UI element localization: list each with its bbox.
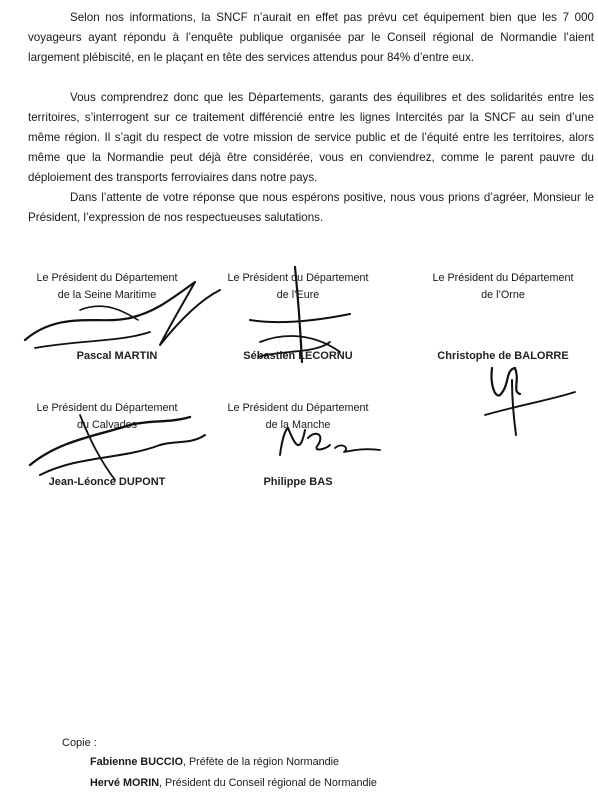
recipient-name: Fabienne BUCCIO — [90, 756, 183, 768]
copie-recipient — [90, 777, 377, 789]
letter-paragraph-1: Selon nos informations, la SNCF n’aurait en effet pas prévu cet équipement bien que les 7 000 voyageurs ayant répondu à l’enquête publique organisée par le Conseil régional de Normandie l’aient largement plébiscité, en le plaçant en tête des services attendus pour 84% d’entre eux. — [28, 11, 594, 64]
signatory-eure — [203, 270, 393, 304]
signatory-title-line2: de la Seine Maritime — [57, 289, 157, 301]
signatory-manche — [203, 400, 393, 434]
signatory-title-line2: de la Manche — [265, 419, 331, 431]
recipient-role: , Préfète de la région Normandie — [182, 756, 340, 768]
signatory-orne — [408, 270, 598, 304]
handwritten-signature — [470, 360, 580, 440]
signatory-title-line1: Le Président du Département — [36, 402, 178, 414]
recipient-name: Hervé MORIN — [90, 777, 159, 789]
copie-label: Copie : — [62, 737, 97, 749]
signatory-name: Jean-Léonce DUPONT — [48, 476, 166, 488]
signatory-name: Pascal MARTIN — [76, 350, 158, 362]
letter-paragraph-2: Vous comprendrez donc que les Départements, garants des équilibres et des solidarités entre les territoires, s’interrogent sur ce traitement différencié entre les lignes Intercités par la SNCF au sein d’une même région. Il s’agit du respect de votre mission de service public et de l’équité entre les territoires, alors même que la Normandie peut déjà être considérée, vous en conviendrez, comme le parent pauvre du déploiement des transports ferroviaires dans notre pays. — [28, 91, 594, 184]
signatory-calvados — [12, 400, 202, 434]
signatory-title-line2: de l’Orne — [481, 289, 525, 301]
signatory-seine-maritime — [12, 270, 202, 304]
signatory-title-line1: Le Président du Département — [227, 272, 369, 284]
signatory-title-line2: du Calvados — [76, 419, 138, 431]
recipient-role: , Président du Conseil régional de Normandie — [159, 777, 377, 789]
copie-recipient — [90, 756, 339, 768]
signatory-name: Sébastien LECORNU — [243, 350, 353, 362]
signatory-title-line1: Le Président du Département — [432, 272, 574, 284]
signatory-name: Christophe de BALORRE — [437, 350, 569, 362]
letter-paragraph-3: Dans l’attente de votre réponse que nous espérons positive, nous vous prions d’agréer, Monsieur le Président, l’expression de nos respectueuses salutations. — [28, 191, 594, 224]
signatory-title-line1: Le Président du Département — [227, 402, 369, 414]
signatory-name: Philippe BAS — [263, 476, 333, 488]
signatory-title-line2: de l’Eure — [276, 289, 320, 301]
signatory-title-line1: Le Président du Département — [36, 272, 178, 284]
